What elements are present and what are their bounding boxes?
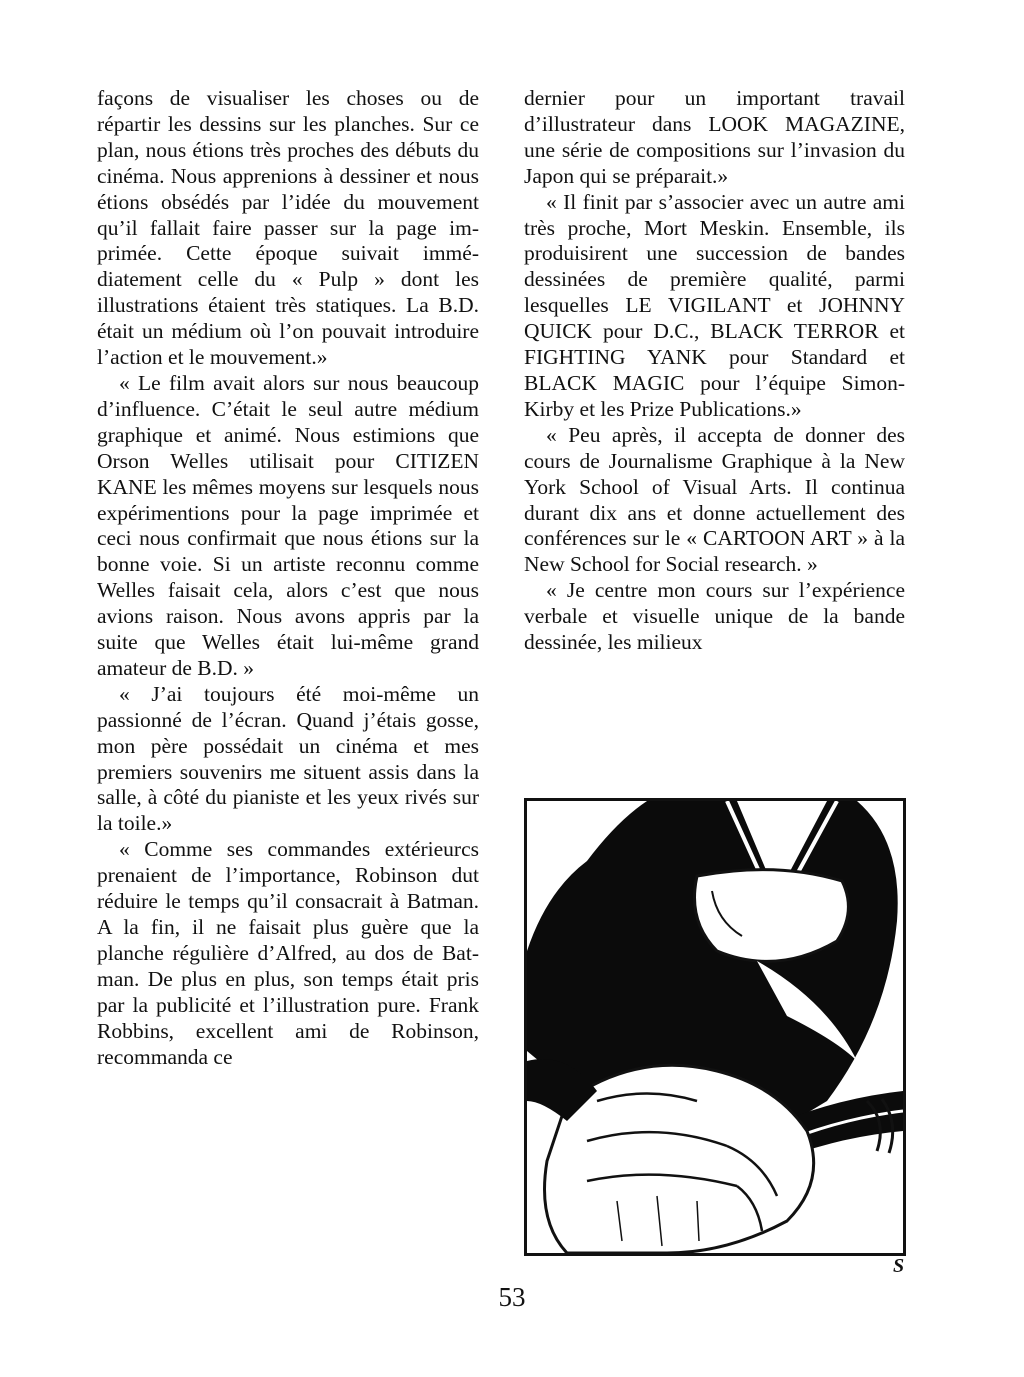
masked-hero-hand-on-wheel-icon [527,801,903,1253]
paragraph: « Peu après, il accepta de donner des cours de Journalisme Graphique à la New York School of Visual Arts. Il continua durant dix ans et donne actuellement des conférences sur le « CARTOON ART » à la New School for Social research. » [524,422,905,577]
left-text-column [97,86,479,1070]
page-number: 53 [498,1282,526,1312]
paragraph: « Il finit par s’associer avec un autre ami très proche, Mort Meskin. Ensemble, ils produisirent une succession de bandes dessinées de première qualité, parmi lesquelles LE VIGILANT et JOHNNY QUICK pour D.C., BLACK TERROR et FIGHTING YANK pour Standard et BLACK MAGIC pour l’équipe Simon-Kirby et les Prize Publications.» [524,189,905,421]
paragraph: façons de visualiser les choses ou de répartir les dessins sur les planches. Sur ce plan, nous étions très proches des débuts du cinéma. Nous apprenions à dessiner et nous étions obsédés par l’idée du mouvement qu’il fallait faire passer sur la page imprimée. Cette époque suivait immédiatement celle du « Pulp » dont les illustrations étaient très statiques. La B.D. était un médium où l’on pouvait introduire l’action et le mouvement.» [97,86,479,370]
paragraph: « Le film avait alors sur nous beaucoup d’influence. C’était le seul autre médium graphique et animé. Nous estimions que Orson Welles utilisait pour CITIZEN KANE les mêmes moyens sur lesquels nous expérimentions pour la page imprimée et ceci nous confirmait que nous étions sur la bonne voie. Si un artiste reconnu comme Welles faisait cela, alors c’est que nous avions raison. Nous avons appris par la suite que Welles était lui-même grand amateur de B.D. » [97,370,479,680]
paragraph: « Je centre mon cours sur l’expérience verbale et visuelle unique de la bande dessinée, les milieux [524,578,905,655]
paragraph: « J’ai toujours été moi-même un passionné de l’écran. Quand j’étais gosse, mon père possédait un cinéma et mes premiers souvenirs me situent assis dans la salle, à côté du pianiste et les yeux rivés sur la toile.» [97,681,479,836]
comic-panel-illustration [524,798,906,1256]
right-text-column [524,86,905,656]
artist-signature: S [893,1255,905,1277]
paragraph: dernier pour un important travail d’illustrateur dans LOOK MAGAZINE, une série de compositions sur l’invasion du Japon qui se préparait.» [524,86,905,188]
paragraph: « Comme ses commandes extérieurcs prenaient de l’importance, Robinson dut réduire le temps qu’il consacrait à Batman. A la fin, il ne faisait plus guère que la planche régulière d’Alfred, au dos de Batman. De plus en plus, son temps était pris par la publicité et l’illustration pure. Frank Robbins, excellent ami de Robinson, recommanda ce [97,837,479,1069]
